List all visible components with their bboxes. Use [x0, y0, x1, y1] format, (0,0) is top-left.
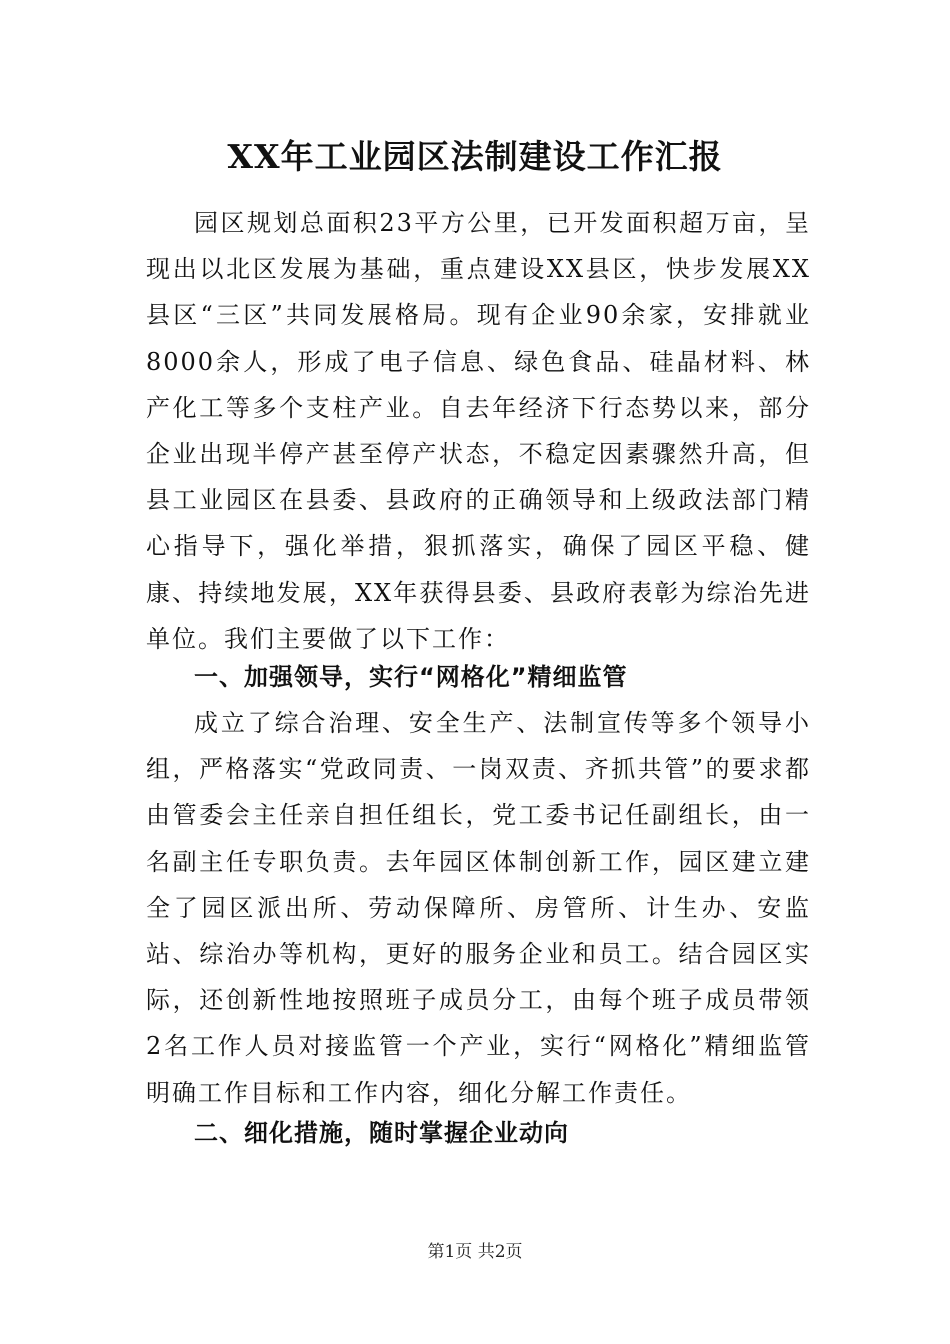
- page-footer: 第1页 共2页: [427, 1242, 523, 1262]
- paragraph-intro: 园区规划总面积23平方公里，已开发面积超万亩，呈现出以北区发展为基础，重点建设XX县区，快步发展XX县区“三区”共同发展格局。现有企业90余家，安排就业8000余人，形成了电子信息、绿色食品、硅晶材料、林产化工等多个支柱产业。自去年经济下行态势以来，部分企业出现半停产甚至停产状态，不稳定因素骤然升高，但县工业园区在县委、县政府的正确领导和上级政法部门精心指导下，强化举措，狠抓落实，确保了园区平稳、健康、持续地发展，XX年获得县委、县政府表彰为综治先进单位。我们主要做了以下工作：: [146, 209, 811, 653]
- paragraph-section-1: 成立了综合治理、安全生产、法制宣传等多个领导小组，严格落实“党政同责、一岗双责、齐抓共管”的要求都由管委会主任亲自担任组长，党工委书记任副组长，由一名副主任专职负责。去年园区体制创新工作，园区建立建全了园区派出所、劳动保障所、房管所、计生办、安监站、综治办等机构，更好的服务企业和员工。结合园区实际，还创新性地按照班子成员分工，由每个班子成员带领2名工作人员对接监管一个产业，实行“网格化”精细监管明确工作目标和工作内容，细化分解工作责任。: [146, 709, 811, 1107]
- document-title: XX年工业园区法制建设工作汇报: [227, 137, 723, 176]
- section-heading-1: 一、加强领导，实行“网格化”精细监管: [194, 663, 628, 691]
- section-heading-2: 二、细化措施，随时掌握企业动向: [194, 1119, 569, 1147]
